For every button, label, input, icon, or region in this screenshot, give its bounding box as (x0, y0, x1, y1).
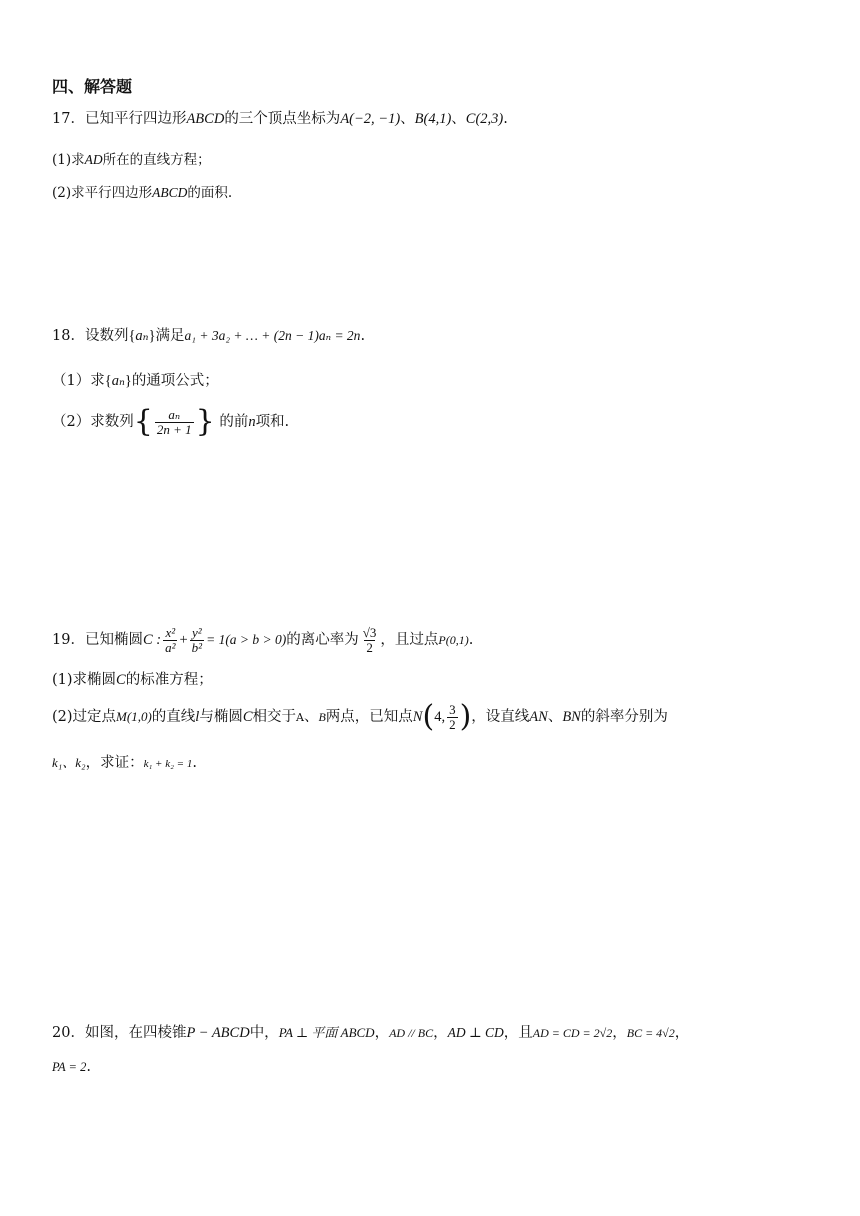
q19-p1: (1)求椭圆 (52, 672, 117, 688)
q20-cond-2: AD // BC (389, 1026, 434, 1040)
q20-cond-5: BC = 4√2 (626, 1026, 675, 1040)
q18-stem-prefix: 18．设数列 (52, 328, 129, 344)
q19-p2-g: 、 (547, 709, 563, 725)
q20-comma-1: ， (374, 1025, 390, 1041)
q17-stem (52, 108, 508, 130)
q18-part1: （1）求{aₙ}的通项公式； (52, 373, 219, 389)
q19-p2-an: AN (529, 709, 548, 725)
q19-p2-c: 与椭圆 (199, 709, 243, 725)
q19-stem-mid: 的离心率为 (286, 632, 359, 648)
q17-sep-2: 、 (451, 111, 466, 127)
q19-eq-tail: = 1(a > b > 0) (206, 632, 287, 647)
q17-vertex-a: A(−2, −1) (340, 111, 401, 127)
q20-cond-3: AD ⊥ CD (447, 1025, 504, 1040)
q19-p2-m: M(1,0) (116, 709, 152, 724)
q19-p3-eq: k₁ + k₂ = 1 (143, 758, 193, 770)
q19-y2: y² (192, 624, 202, 640)
q17-sep-1: 、 (400, 111, 415, 127)
q20-cond-1: PA ⊥ 平面 ABCD (278, 1025, 375, 1040)
q17-p1-prefix: (1)求 (52, 152, 85, 168)
q19-n-den: 2 (449, 716, 456, 732)
q19-point: P(0,1) (438, 633, 469, 647)
q20-cond-4: AD = CD = 2√2 (532, 1026, 613, 1040)
q20-stem-prefix: 20．如图，在四棱锥 (52, 1025, 187, 1041)
q18-stem: 18．设数列{aₙ}满足a₁ + 3a₂ + … + (2n − 1)aₙ = 2n. (52, 328, 366, 344)
q19-p2-d: 相交于 (252, 709, 296, 725)
q19-p2-h: 的斜率分别为 (580, 709, 668, 725)
q17-name: ABCD (186, 111, 225, 127)
q20-comma-3: ， (612, 1025, 627, 1041)
q19-p2-n: N (412, 709, 423, 725)
q20-comma-2: ， (433, 1025, 448, 1041)
q19-part2: (2)过定点M(1,0)的直线l与椭圆C相交于A、B两点，已知点N(4, $\frac{3}{2}$ )，设直线AN、BN的斜率分别为 (52, 699, 668, 734)
q17-p1-suffix: 所在的直线方程； (102, 152, 211, 168)
q18-end: . (360, 328, 366, 344)
q17-p1-var: AD (84, 152, 103, 167)
q19-part1 (52, 669, 213, 691)
q17-vertex-c: C(2,3) (465, 111, 504, 127)
q18-frac-num: aₙ (168, 406, 181, 422)
q17-part1 (52, 149, 211, 171)
q18-fraction (155, 408, 194, 436)
q19-p3-end: . (192, 755, 197, 771)
q18-frac-den: 2n + 1 (156, 421, 192, 437)
section-title: 四、解答题 (52, 77, 133, 96)
q19-p2-point-b: B (318, 710, 326, 724)
q19-end: . (468, 632, 474, 648)
q18-stem-eq: a₁ + 3a₂ + … + (2n − 1)aₙ = 2n (184, 328, 361, 343)
q19-p2-point-a: A (296, 711, 304, 724)
q17-vertex-b: B(4,1) (414, 111, 452, 127)
q17-stem-mid: 的三个顶点坐标为 (224, 111, 341, 127)
q20-comma-4: ， (674, 1025, 690, 1041)
q18-p2-var: n (248, 414, 256, 430)
q18-p1-prefix: （1）求 (52, 373, 105, 389)
q20-line2 (52, 1056, 91, 1078)
q19-p2-b: 的直线 (151, 709, 196, 725)
q19-p2-sep: 、 (303, 709, 319, 725)
q20-mid1: 中， (249, 1025, 279, 1041)
q19-a2: a² (165, 639, 176, 655)
q19-p2-ellipse: C (242, 709, 253, 725)
q19-part3 (52, 752, 197, 775)
q17-p2-name: ABCD (152, 185, 188, 200)
q19-b2: b² (191, 639, 203, 655)
q19-stem-prefix: 19．已知椭圆 (52, 632, 143, 648)
q20-pa-length: PA = 2 (52, 1060, 87, 1074)
q19-p2-f: ，设直线 (471, 709, 530, 725)
q19-stem: 19．已知椭圆C : $\frac{\text{x²}}{\text{a²}}$ + $\frac{\text{y²}}{\text{b²}}$ = 1(a > b > 0)的离心率为 $\frac{√3}{2}$ ，且过点P(0,1). (52, 624, 474, 655)
q17-part2 (52, 182, 232, 204)
q20-pyramid: P − ABCD (186, 1025, 250, 1041)
q19-p3-mid: ，求证： (85, 755, 144, 771)
q19-p1-suffix: 的标准方程； (125, 672, 213, 688)
q19-ecc-num: √3 (362, 624, 377, 640)
q17-p2-prefix: (2)求平行四边形 (52, 185, 153, 201)
q19-eccentricity (361, 626, 379, 654)
q18-seq: aₙ (135, 328, 149, 344)
q20-mid2: ，且 (503, 1025, 533, 1041)
q19-p2-a: (2)过定点 (52, 709, 117, 725)
q18-p1-suffix: 的通项公式； (131, 373, 219, 389)
q19-p1-var: C (116, 672, 126, 688)
q18-p2-end: 项和. (255, 414, 290, 430)
q19-p2-bn: BN (562, 709, 581, 725)
q17-stem-prefix: 17．已知平行四边形 (52, 111, 187, 127)
q19-ellipse-label: C : (142, 632, 162, 648)
q19-ecc-den: 2 (366, 639, 373, 655)
q18-p2-prefix: （2）求数列 (52, 414, 134, 430)
q18-p2-suffix: 的前 (219, 414, 249, 430)
q20-stem (52, 1022, 689, 1044)
q18-stem-mid: 满足 (155, 328, 185, 344)
q19-stem-mid2: ，且过点 (380, 632, 439, 648)
q19-n-num: 3 (449, 701, 456, 717)
q17-end: . (503, 111, 508, 127)
q20-end: . (86, 1059, 91, 1075)
q19-slopes: k₁、k₂ (52, 755, 86, 770)
q18-p1-seq: aₙ (111, 373, 125, 389)
q19-n-x: 4, (434, 709, 446, 725)
q18-part2: （2）求数列{ $\frac{\text{aₙ}}{2n + 1}$ } 的前n项和. (52, 404, 290, 439)
q17-p2-suffix: 的面积. (187, 185, 233, 201)
q19-p2-e: 两点，已知点 (325, 709, 413, 725)
q19-x2: x² (165, 624, 176, 640)
q19-p2-l: l (195, 709, 200, 725)
